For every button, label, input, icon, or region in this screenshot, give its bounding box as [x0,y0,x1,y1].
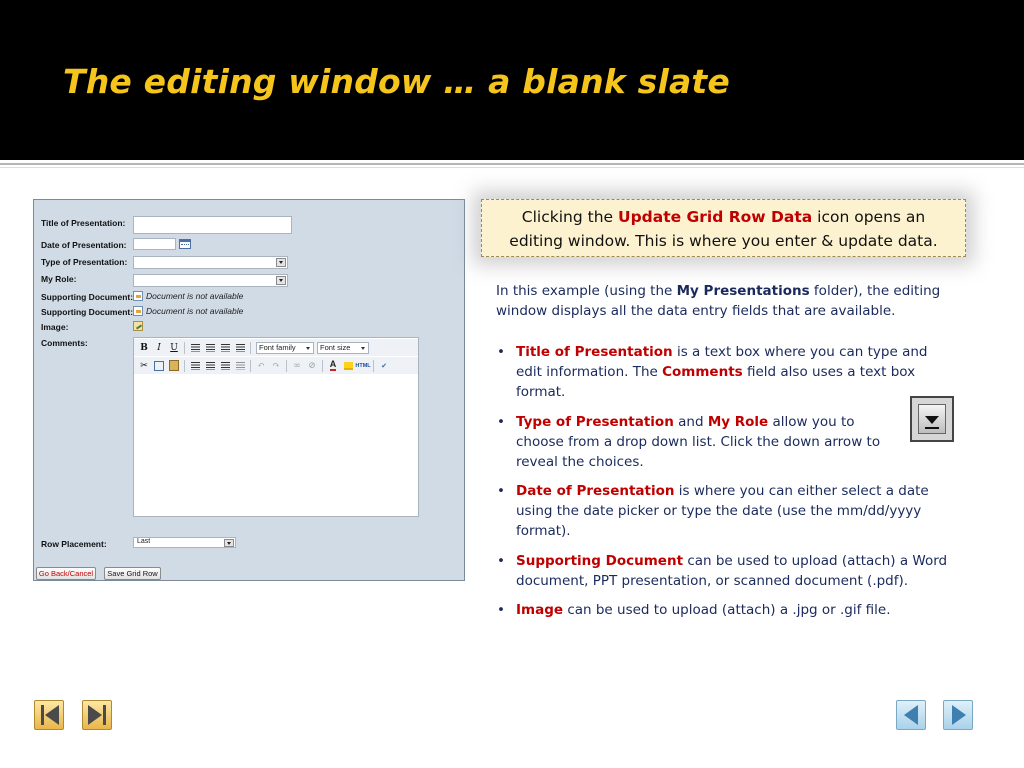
bullet-item [496,342,956,402]
text-color-button[interactable] [326,359,340,373]
document-icon[interactable] [133,291,143,301]
callout-text: Clicking the [521,208,618,226]
dropdown-arrow-example-image [910,396,954,442]
redo-button[interactable] [269,359,283,373]
last-slide-icon [88,705,102,725]
undo-icon: ↶ [257,360,265,371]
bullet-term: My Role [707,413,769,430]
callout-line-1 [482,205,965,229]
indent-icon [236,362,245,370]
bullet-item [496,551,956,591]
html-button[interactable]: HTML [355,362,371,369]
role-select[interactable] [133,274,288,287]
highlight-color-button[interactable] [341,359,355,373]
undo-button[interactable] [254,359,268,373]
dropdown-arrow-icon[interactable] [276,276,286,285]
bullet-text: and [673,413,708,430]
underline-button[interactable]: U [170,342,178,353]
paste-button[interactable] [167,359,181,373]
toolbar-separator [184,342,185,354]
justify-button[interactable] [233,341,247,355]
row-placement-select[interactable] [133,537,236,548]
date-label: Date of Presentation: [41,240,127,250]
toolbar-separator [373,360,374,372]
justify-icon [236,344,245,352]
align-left-button[interactable] [188,341,202,355]
dropdown-arrow-icon [918,404,946,434]
align-right-icon [221,344,230,352]
supporting-document-field[interactable] [133,306,243,316]
intro-paragraph [496,281,956,321]
text-color-icon: A [329,359,337,369]
callout-highlight: Update Grid Row Data [617,208,813,226]
font-family-select[interactable]: Font family [256,342,314,354]
intro-highlight: My Presentations [676,283,810,299]
link-icon: ∞ [293,360,301,371]
bullet-text: is where you can either select a date using the date picker or type the date (use the mm/dd/yyyy format). [516,483,929,539]
slide-header [0,0,1024,160]
calendar-icon[interactable] [179,239,191,249]
bullet-text: field also uses a text box format. [516,364,916,400]
previous-slide-icon [904,705,918,725]
spellcheck-icon: ✔ [381,361,387,370]
first-slide-button[interactable] [34,700,64,730]
dropdown-arrow-icon[interactable] [276,258,286,267]
row-placement-label: Row Placement: [41,539,107,549]
intro-text: In this example (using the [496,283,677,299]
outdent-button[interactable] [218,359,232,373]
bullet-list-button[interactable] [188,359,202,373]
header-divider-thin [0,167,1024,168]
editor-toolbar-row-2 [134,357,418,374]
bullet-term: Title of Presentation [516,344,673,360]
type-select[interactable] [133,256,288,269]
document-status: Document is not available [146,291,244,301]
unlink-button[interactable] [305,359,319,373]
image-label: Image: [41,322,69,332]
align-right-button[interactable] [218,341,232,355]
bullet-list [496,342,956,630]
bullet-term: Supporting Document [516,552,684,569]
document-icon[interactable] [133,306,143,316]
link-button[interactable] [290,359,304,373]
row-placement-value: Last [137,538,151,545]
spellcheck-button[interactable] [377,359,391,373]
bullet-text: allow you to choose from a drop down list. Click the down arrow to reveal the choices. [516,413,881,470]
last-slide-button[interactable] [82,700,112,730]
callout-box [481,199,966,257]
last-slide-icon [103,705,106,725]
bullet-term: Comments [662,364,743,380]
bullet-term: Date of Presentation [516,483,675,499]
image-icon[interactable] [133,321,143,331]
indent-button[interactable] [233,359,247,373]
bullet-term: Type of Presentation [516,413,674,430]
bullet-list-icon [191,362,200,370]
callout-text: icon opens an [812,208,926,226]
previous-slide-button[interactable] [896,700,926,730]
redo-icon: ↷ [272,360,280,371]
paste-icon [169,360,179,371]
editor-toolbar-row-1 [134,339,418,356]
toolbar-separator [322,360,323,372]
bullet-text: is a text box where you can type and edit information. The [516,344,928,380]
date-input[interactable] [133,238,176,250]
numbered-list-icon [206,362,215,370]
bold-button[interactable]: B [140,342,148,353]
align-center-button[interactable] [203,341,217,355]
align-left-icon [191,344,200,352]
bullet-text: can be used to upload (attach) a .jpg or .gif file. [563,602,891,618]
comments-label: Comments: [41,338,88,348]
supporting-document-field[interactable] [133,291,243,301]
toolbar-separator [250,360,251,372]
numbered-list-button[interactable] [203,359,217,373]
italic-button[interactable]: I [157,342,161,353]
save-grid-row-button[interactable]: Save Grid Row [104,567,161,580]
slide-title: The editing window … a blank slate [63,62,730,101]
bullet-item [496,412,906,472]
bullet-text: can be used to upload (attach) a Word document, PPT presentation, or scanned document (.pdf). [516,552,948,589]
first-slide-icon [45,705,59,725]
bullet-item [496,481,956,541]
go-back-cancel-button[interactable]: Go Back/Cancel [36,567,96,580]
cut-icon: ✂ [140,360,148,371]
title-label: Title of Presentation: [41,218,126,228]
title-input[interactable] [133,216,292,234]
toolbar-separator [184,360,185,372]
header-divider [0,163,1024,165]
unlink-icon: ⊘ [308,360,316,371]
intro-text: folder), the editing window displays all the data entry fields that are available. [496,283,941,319]
font-size-select[interactable]: Font size [317,342,369,354]
align-center-icon [206,344,215,352]
role-label: My Role: [41,274,77,284]
type-label: Type of Presentation: [41,257,128,267]
callout-line-2: editing window. This is where you enter & update data. [509,232,938,250]
toolbar-separator [250,342,251,354]
copy-icon [154,361,164,371]
next-slide-button[interactable] [943,700,973,730]
dropdown-arrow-icon[interactable] [224,539,234,547]
toolbar-separator [286,360,287,372]
copy-button[interactable] [152,359,166,373]
comments-editor[interactable] [133,337,419,517]
next-slide-icon [952,705,966,725]
cut-button[interactable] [137,359,151,373]
supporting-document-label: Supporting Document: [41,307,134,317]
outdent-icon [221,362,230,370]
first-slide-icon [41,705,44,725]
supporting-document-label: Supporting Document: [41,292,134,302]
bullet-term: Image [516,602,564,618]
bullet-item [496,600,956,620]
document-status: Document is not available [146,306,244,316]
highlight-icon [344,362,353,370]
